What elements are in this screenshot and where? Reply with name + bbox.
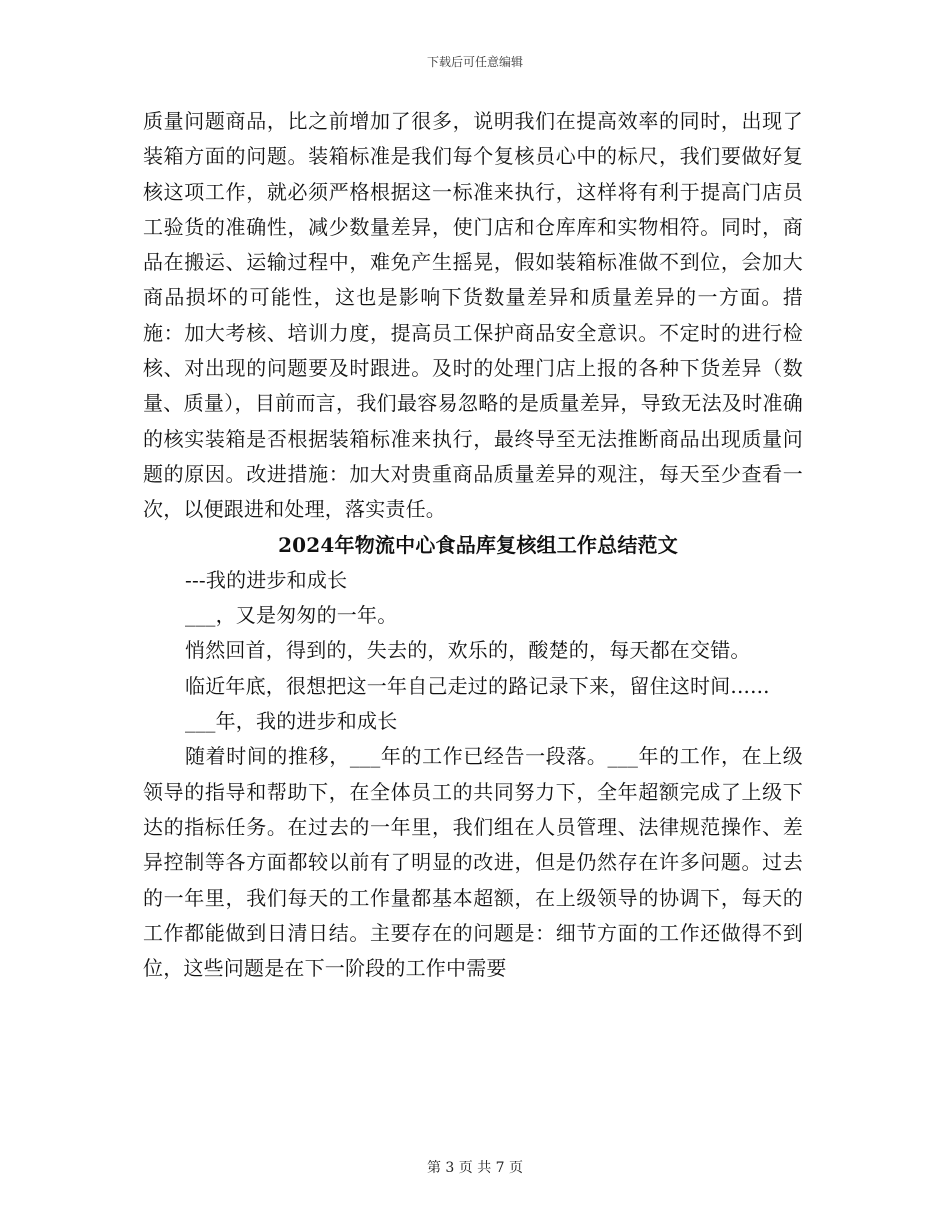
line-reflection: 悄然回首，得到的，失去的，欢乐的，酸楚的，每天都在交错。: [185, 638, 751, 663]
section-heading: ___年，我的进步和成长: [185, 709, 398, 734]
paragraph-summary: 随着时间的推移，___年的工作已经告一段落。___年的工作，在上级领导的指导和帮助下，在全体员工的共同努力下，全年超额完成了上级下达的指标任务。在过去的一年里，我们组在人员管理、法律规范操作、差异控制等各方面都较以前有了明显的改进，但是仍然存在许多问题。过去的一年里，我们每天的工作量都基本超额，在上级领导的协调下，每天的工作都能做到日清日结。主要存在的问题是：细节方面的工作还做得不到位，这些问题是在下一阶段的工作中需要: [143, 744, 803, 981]
page-header-note: 下载后可任意编辑: [426, 55, 523, 69]
page-number: 第 3 页 共 7 页: [426, 1160, 524, 1176]
paragraph-continued: 质量问题商品，比之前增加了很多，说明我们在提高效率的同时，出现了装箱方面的问题。装箱标准是我们每个复核员心中的标尺，我们要做好复核这项工作，就必须严格根据这一标准来执行，这样将有利于提高门店员工验货的准确性，减少数量差异，使门店和仓库库和实物相符。同时，商品在搬运、运输过程中，难免产生摇晃，假如装箱标准做不到位，会加大商品损坏的可能性，这也是影响下货数量差异和质量差异的一方面。措施：加大考核、培训力度，提高员工保护商品安全意识。不定时的进行检核、对出现的问题要及时跟进。及时的处理门店上报的各种下货差异（数量、质量），目前而言，我们最容易忽略的是质量差异，导致无法及时准确的核实装箱是否根据装箱标准来执行，最终导至无法推断商品出现质量问题的原因。改进措施：加大对贵重商品质量差异的观注，每天至少查看一次，以便跟进和处理，落实责任。: [143, 109, 803, 522]
document-title: 2024年物流中心食品库复核组工作总结范文: [278, 532, 678, 557]
document-body: [143, 104, 803, 986]
document-subtitle: ---我的进步和成长: [185, 567, 348, 592]
line-year-end: 临近年底，很想把这一年自己走过的路记录下来，留住这时间......: [185, 673, 770, 698]
line-intro: ___，又是匆匆的一年。: [185, 603, 398, 628]
